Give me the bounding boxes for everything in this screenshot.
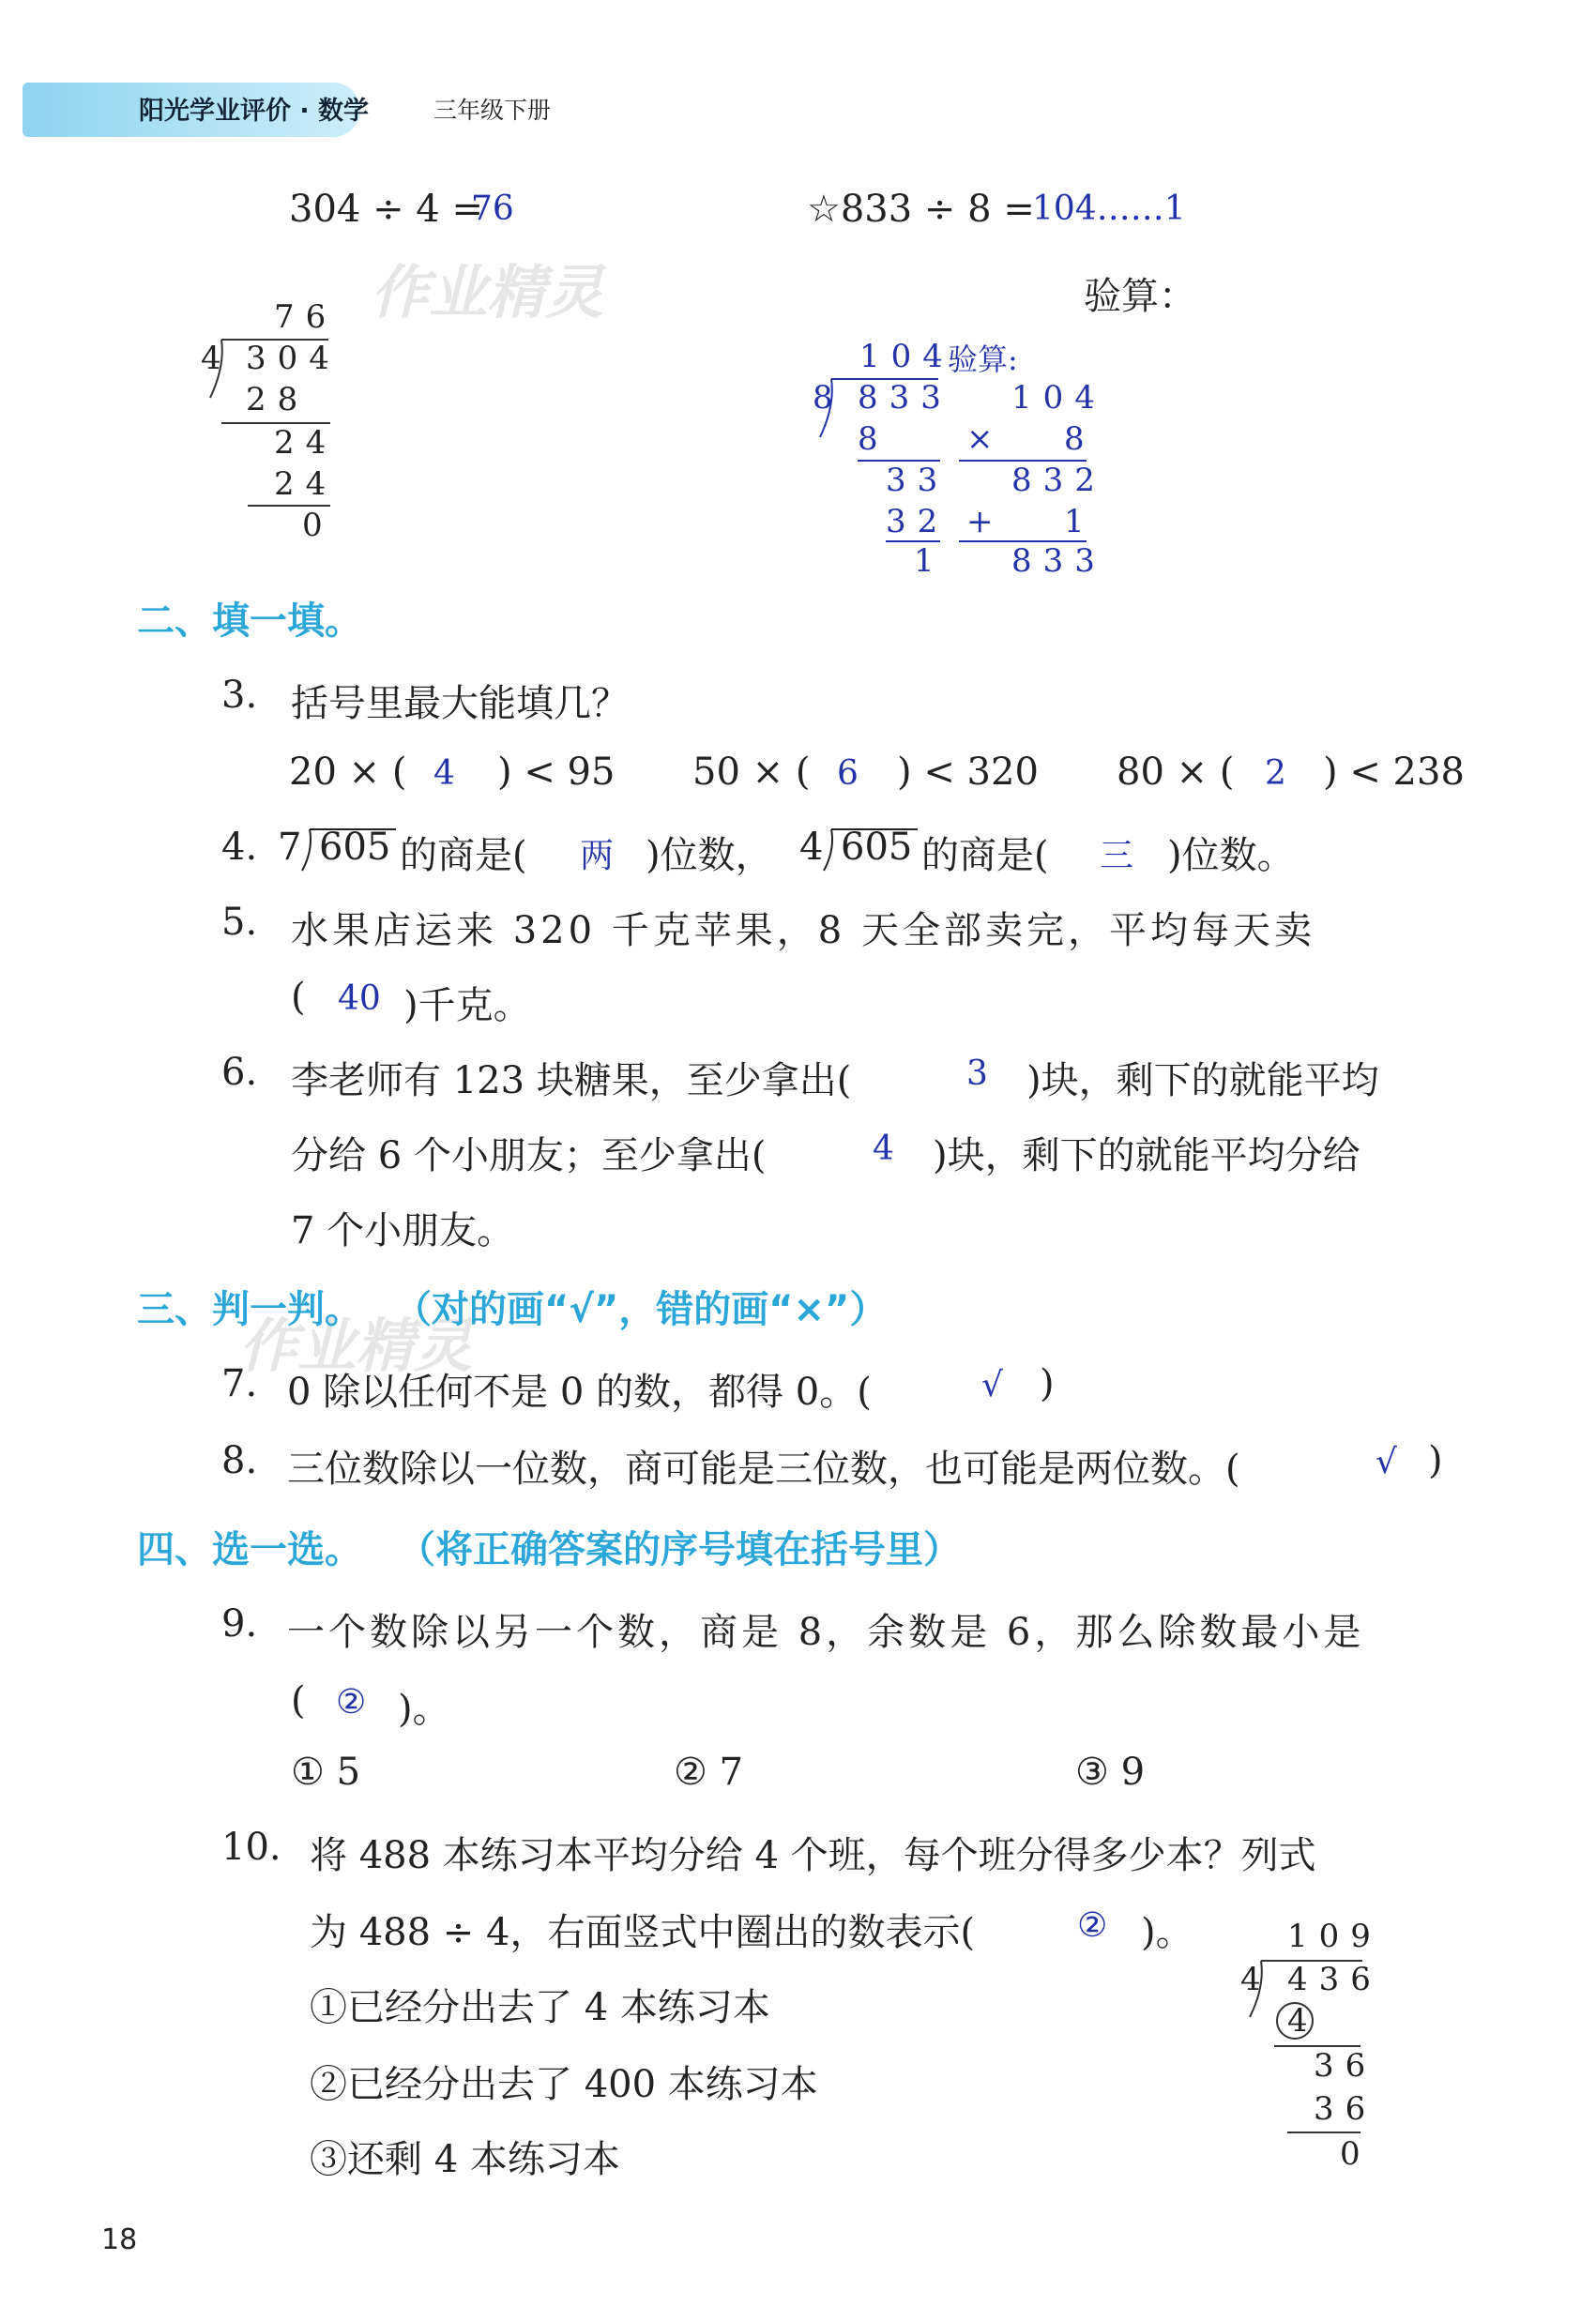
- q10-circled-digit: 4: [1287, 2002, 1308, 2040]
- q10-div-step: 36: [1314, 2047, 1377, 2085]
- q9-number: 9.: [221, 1602, 258, 1646]
- calc2-answer: 104……1: [1032, 190, 1186, 228]
- calc2-check-title: 验算：: [1084, 275, 1196, 318]
- q3-text: 括号里最大能填几？: [291, 682, 629, 725]
- q9-close: )。: [398, 1688, 450, 1731]
- q10-div-divisor: 4: [1240, 1961, 1272, 1998]
- q10-div-dividend: 436: [1287, 1961, 1382, 1998]
- check-multiplier: 8: [1064, 420, 1096, 458]
- q4-text-1: 的商是(: [400, 834, 527, 877]
- q10-option-3: ③还剩 4 本练习本: [310, 2138, 620, 2181]
- q6-number: 6.: [221, 1051, 258, 1094]
- calc2-expression: ☆833 ÷ 8 =: [807, 188, 1035, 231]
- q10-div-remainder: 0: [1340, 2135, 1372, 2173]
- q10-number: 10.: [221, 1826, 281, 1869]
- section4-note: （将正确答案的序号填在括号里）: [398, 1528, 961, 1571]
- q4-number: 4.: [221, 826, 258, 869]
- q5-close: )千克。: [403, 984, 531, 1027]
- calc2-divisor: 8: [813, 379, 844, 417]
- q3-item-2-pre: 50 × (: [692, 751, 811, 794]
- calc1-step: 28: [246, 381, 310, 418]
- check-plus-sign: +: [966, 503, 1005, 540]
- q4-answer-2: 三: [1100, 837, 1134, 875]
- calc1-answer: 76: [471, 190, 514, 228]
- q10-option-2: ②已经分出去了 400 本练习本: [310, 2063, 818, 2106]
- q7-answer: √: [981, 1366, 1003, 1404]
- q10-line2-a: 为 488 ÷ 4，右面竖式中圈出的数表示(: [310, 1911, 976, 1954]
- q10-div-step: 36: [1314, 2090, 1377, 2128]
- q7-close: ): [1040, 1362, 1055, 1405]
- q9-option-3: ③ 9: [1075, 1751, 1146, 1794]
- q9-line1: 一个数除以另一个数，商是 8，余数是 6，那么除数最小是: [287, 1611, 1365, 1654]
- q7-text: 0 除以任何不是 0 的数，都得 0。(: [287, 1371, 872, 1414]
- q8-answer: √: [1376, 1443, 1397, 1481]
- q6-answer-2: 4: [873, 1130, 894, 1168]
- calc2-remainder: 1: [914, 542, 946, 580]
- q6-line2-b: )块，剩下的就能平均分给: [933, 1134, 1360, 1177]
- watermark: 作业精灵: [239, 1312, 473, 1380]
- q9-option-1: ① 5: [291, 1751, 361, 1794]
- q4-divisor-2: 4: [799, 826, 824, 869]
- q9-option-2: ② 7: [674, 1751, 744, 1794]
- q10-div-quotient: 109: [1287, 1918, 1382, 1955]
- check-multiplicand: 104: [1011, 379, 1106, 417]
- header-title: 阳光学业评价 · 数学: [139, 97, 370, 126]
- calc2-dividend: 833: [858, 379, 952, 417]
- calc2-step: 33: [886, 462, 950, 499]
- check-remainder: 1: [1064, 503, 1096, 540]
- check-result: 833: [1011, 542, 1106, 580]
- section2-title: 二、填一填。: [137, 599, 362, 643]
- q4-dividend-1: 605: [319, 826, 391, 869]
- q10-answer: ②: [1077, 1906, 1108, 1945]
- q10-div-rule: [1287, 2132, 1360, 2133]
- check-times-sign: ×: [966, 420, 1005, 458]
- q5-number: 5.: [221, 901, 258, 944]
- q5-line1: 水果店运来 320 千克苹果，8 天全部卖完，平均每天卖: [291, 909, 1315, 952]
- q4-text-2: )位数，: [646, 834, 773, 877]
- calc1-expression: 304 ÷ 4 =: [289, 188, 483, 231]
- q6-line1-a: 李老师有 123 块糖果，至少拿出(: [291, 1059, 852, 1102]
- header-grade: 三年级下册: [433, 97, 552, 124]
- q4-text-3: 的商是(: [921, 834, 1049, 877]
- calc2-check-label: 验算:: [948, 341, 1018, 377]
- calc1-step: 24: [274, 465, 338, 503]
- q3-item-1-answer: 4: [433, 754, 455, 793]
- q8-number: 8.: [221, 1439, 258, 1482]
- q3-item-3-post: ) < 238: [1323, 751, 1465, 794]
- q4-answer-1: 两: [580, 837, 615, 875]
- calc2-quotient: 104: [859, 338, 954, 375]
- q6-answer-1: 3: [966, 1054, 988, 1093]
- q9-open: (: [291, 1679, 306, 1722]
- q4-text-4: )位数。: [1167, 834, 1295, 877]
- section3-note: （对的画“√”，错的画“×”）: [394, 1288, 888, 1331]
- check-product: 832: [1011, 462, 1106, 499]
- calc1-quotient: 76: [274, 298, 338, 336]
- q3-item-3-pre: 80 × (: [1117, 751, 1235, 794]
- q4-divisor-1: 7: [278, 826, 302, 869]
- q6-line3: 7 个小朋友。: [291, 1209, 515, 1252]
- calc2-step: 8: [858, 420, 889, 458]
- q7-number: 7.: [221, 1362, 258, 1405]
- section4-title: 四、选一选。: [137, 1528, 362, 1571]
- page-number: 18: [101, 2223, 138, 2256]
- q3-item-1-pre: 20 × (: [289, 751, 407, 794]
- q4-dividend-2: 605: [841, 826, 913, 869]
- q3-item-2-answer: 6: [837, 754, 859, 793]
- q3-item-1-post: ) < 95: [497, 751, 616, 794]
- q5-open: (: [291, 976, 306, 1019]
- q8-close: ): [1428, 1439, 1443, 1482]
- q3-item-3-answer: 2: [1265, 754, 1286, 793]
- calc1-divisor: 4: [201, 340, 233, 377]
- calc2-step: 32: [886, 503, 950, 540]
- calc1-remainder: 0: [302, 507, 334, 544]
- q6-line1-b: )块，剩下的就能平均: [1026, 1059, 1379, 1102]
- q10-option-1: ①已经分出去了 4 本练习本: [310, 1986, 770, 2029]
- q3-item-2-post: ) < 320: [897, 751, 1039, 794]
- q9-answer: ②: [336, 1683, 367, 1722]
- section3-title: 三、判一判。: [137, 1288, 362, 1331]
- watermark: 作业精灵: [371, 258, 604, 326]
- q3-number: 3.: [221, 674, 258, 717]
- q5-answer: 40: [338, 979, 381, 1018]
- calc1-dividend: 304: [246, 340, 341, 377]
- q10-line2-b: )。: [1141, 1911, 1193, 1954]
- q10-line1: 将 488 本练习本平均分给 4 个班，每个班分得多少本？列式: [310, 1834, 1316, 1877]
- q6-line2-a: 分给 6 个小朋友；至少拿出(: [291, 1134, 767, 1177]
- q8-text: 三位数除以一位数，商可能是三位数，也可能是两位数。(: [287, 1448, 1240, 1491]
- calc1-step: 24: [274, 424, 338, 462]
